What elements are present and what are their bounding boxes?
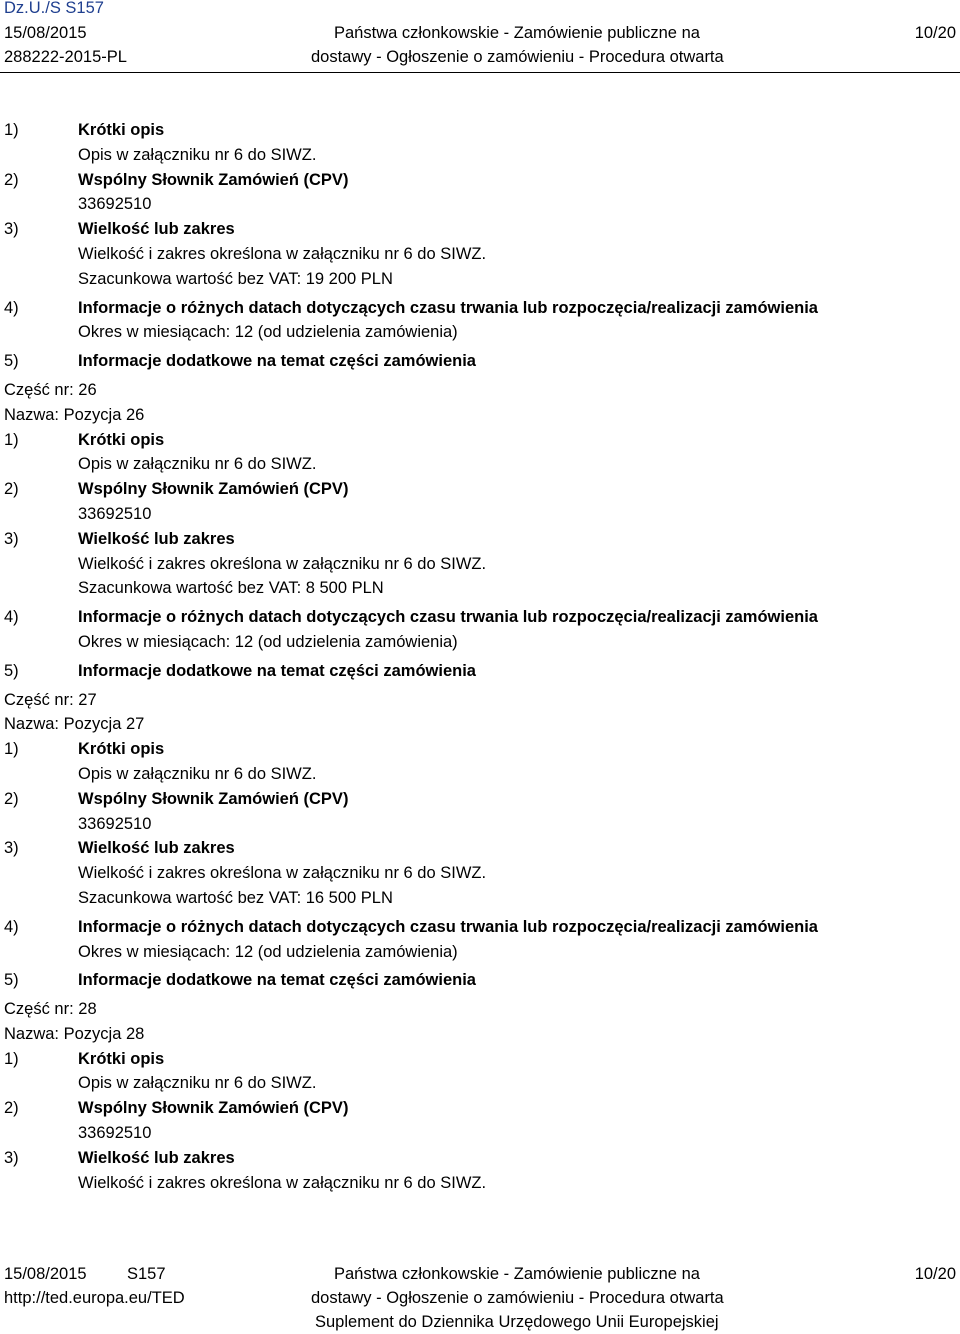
- item-scope-value: Wielkość i zakres określona w załączniku nr 6 do SIWZ.: [78, 244, 487, 263]
- footer-title-line2: dostawy - Ogłoszenie o zamówieniu - Procedura otwarta: [311, 1289, 724, 1307]
- item-short-description-value: Opis w załączniku nr 6 do SIWZ.: [78, 145, 317, 164]
- header-title-line2: dostawy - Ogłoszenie o zamówieniu - Procedura otwarta: [311, 48, 724, 66]
- section-part-27: [0, 688, 960, 994]
- item-cpv: 2) Wspólny Słownik Zamówień (CPV): [4, 789, 349, 808]
- item-scope-value: Wielkość i zakres określona w załączniku nr 6 do SIWZ.: [78, 554, 487, 573]
- item-short-description-value: Opis w załączniku nr 6 do SIWZ.: [78, 1074, 317, 1093]
- item-scope-value: Wielkość i zakres określona w załączniku nr 6 do SIWZ.: [78, 864, 487, 883]
- item-cpv-value: 33692510: [78, 504, 152, 523]
- part-name: Nazwa: Pozycja 26: [4, 405, 145, 424]
- item-estimated-value: Szacunkowa wartość bez VAT: 16 500 PLN: [78, 888, 393, 907]
- item-dates: 4) Informacje o różnych datach dotyczących czasu trwania lub rozpoczęcia/realizacji zamówienia: [4, 917, 818, 936]
- item-scope: 3) Wielkość lub zakres: [4, 1148, 235, 1167]
- item-short-description: 1) Krótki opis: [4, 1049, 165, 1068]
- header-title-line1: Państwa członkowskie - Zamówienie publiczne na: [334, 24, 700, 42]
- item-short-description: 1) Krótki opis: [4, 740, 165, 759]
- header-date: 15/08/2015: [4, 24, 87, 42]
- header-divider: [0, 72, 960, 73]
- item-estimated-value: Szacunkowa wartość bez VAT: 8 500 PLN: [78, 579, 384, 598]
- section-part-28: [0, 997, 960, 1195]
- page-header: [0, 0, 960, 72]
- part-name: Nazwa: Pozycja 27: [4, 715, 145, 734]
- footer-issue: S157: [127, 1265, 166, 1283]
- item-cpv: 2) Wspólny Słownik Zamówień (CPV): [4, 1099, 349, 1118]
- item-short-description: 1) Krótki opis: [4, 430, 165, 449]
- item-dates-value: Okres w miesiącach: 12 (od udzielenia zamówienia): [78, 323, 458, 342]
- item-additional-info: 5) Informacje dodatkowe na temat części zamówienia: [4, 971, 476, 990]
- item-short-description: 1) Krótki opis: [4, 121, 165, 139]
- item-cpv-value: 33692510: [78, 814, 152, 833]
- section-block-top: [0, 118, 960, 374]
- item-scope: 3) Wielkość lub zakres: [4, 220, 235, 239]
- item-dates-value: Okres w miesiącach: 12 (od udzielenia zamówienia): [78, 632, 458, 651]
- item-dates: 4) Informacje o różnych datach dotyczących czasu trwania lub rozpoczęcia/realizacji zamówienia: [4, 298, 818, 317]
- item-scope-value: Wielkość i zakres określona w załączniku nr 6 do SIWZ.: [78, 1173, 487, 1192]
- part-number: Część nr: 28: [4, 1000, 97, 1019]
- item-estimated-value: Szacunkowa wartość bez VAT: 19 200 PLN: [78, 269, 393, 288]
- item-scope: 3) Wielkość lub zakres: [4, 529, 235, 548]
- item-cpv: 2) Wspólny Słownik Zamówień (CPV): [4, 170, 349, 189]
- footer-title-line3: Suplement do Dziennika Urzędowego Unii Europejskiej: [315, 1313, 719, 1331]
- footer-url: http://ted.europa.eu/TED: [4, 1289, 185, 1307]
- part-number: Część nr: 26: [4, 380, 97, 399]
- item-dates-value: Okres w miesiącach: 12 (od udzielenia zamówienia): [78, 942, 458, 961]
- item-short-description-value: Opis w załączniku nr 6 do SIWZ.: [78, 764, 317, 783]
- section-part-26: [0, 378, 960, 684]
- footer-date: 15/08/2015: [4, 1265, 87, 1283]
- part-name: Nazwa: Pozycja 28: [4, 1024, 145, 1043]
- item-dates: 4) Informacje o różnych datach dotyczących czasu trwania lub rozpoczęcia/realizacji zamówienia: [4, 608, 818, 627]
- item-additional-info: 5) Informacje dodatkowe na temat części zamówienia: [4, 352, 476, 371]
- header-notice-ref: 288222-2015-PL: [4, 48, 127, 66]
- item-additional-info: 5) Informacje dodatkowe na temat części zamówienia: [4, 661, 476, 680]
- page-footer: [0, 1262, 960, 1334]
- footer-title-line1: Państwa członkowskie - Zamówienie publiczne na: [334, 1265, 700, 1283]
- item-cpv-value: 33692510: [78, 1124, 152, 1143]
- footer-page-number: 10/20: [914, 1265, 956, 1283]
- part-number: Część nr: 27: [4, 690, 97, 709]
- item-cpv: 2) Wspólny Słownik Zamówień (CPV): [4, 480, 349, 499]
- journal-ref: Dz.U./S S157: [4, 0, 104, 17]
- document-body: [0, 118, 960, 1195]
- item-short-description-value: Opis w załączniku nr 6 do SIWZ.: [78, 455, 317, 474]
- item-cpv-value: 33692510: [78, 195, 152, 214]
- item-scope: 3) Wielkość lub zakres: [4, 839, 235, 858]
- header-page-number: 10/20: [914, 24, 956, 42]
